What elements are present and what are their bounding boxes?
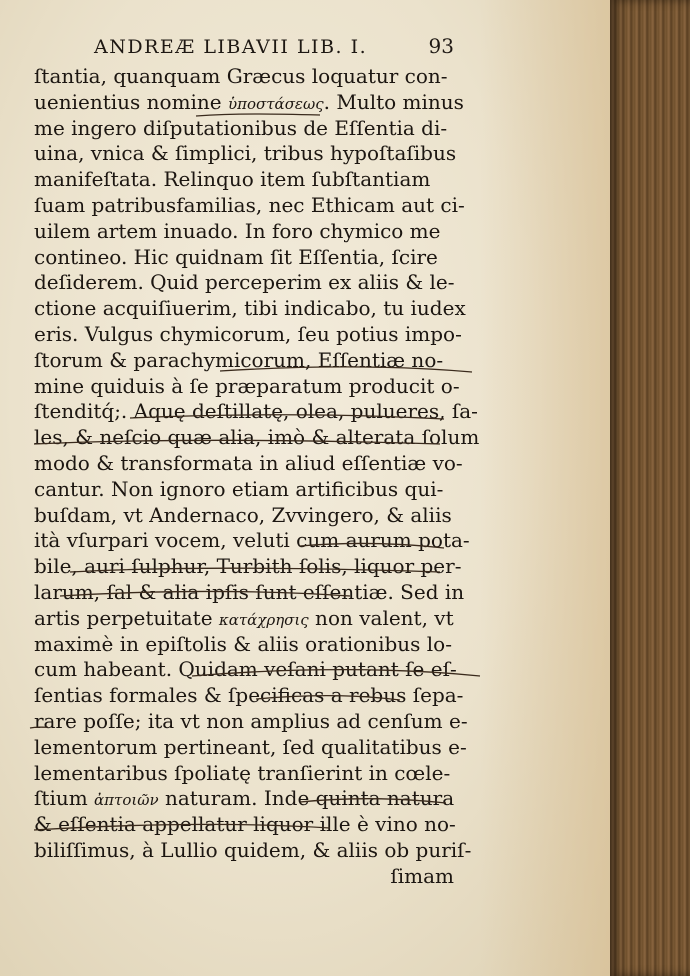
text-segment: uenientius nomine [34, 89, 229, 114]
text-segment: maximè in epiſtolis & aliis orationibus lo- [34, 631, 452, 656]
text-line [34, 321, 462, 348]
text-segment: ſtorum & parachymicorum, Eſſentiæ no- [34, 347, 444, 372]
greek-word: ἀπτοιῶν [94, 791, 159, 810]
catchword: ſimam [390, 863, 454, 888]
text-segment: uilem artem inuado. In foro chymico me [34, 218, 441, 243]
page-stain [480, 0, 610, 976]
running-header [94, 34, 454, 58]
text-line [34, 245, 454, 271]
text-line [34, 657, 457, 683]
text-segment: ſtenditq́;. Aquę deſtillatę, olea, pulueres, ſa- [34, 399, 478, 424]
text-segment: deſiderem. Quid perceperim ex aliis & le- [34, 270, 455, 295]
text-line [34, 373, 460, 400]
text-segment: . Multo minus [323, 89, 464, 114]
text-line [34, 761, 454, 787]
text-line [34, 554, 462, 580]
page-number: 93 [428, 34, 454, 58]
text-line [34, 348, 454, 374]
text-line [34, 116, 454, 142]
text-segment: eris. Vulgus chymicorum, ſeu potius impo- [34, 321, 462, 346]
text-line [34, 296, 466, 322]
text-line [34, 141, 457, 167]
text-line [34, 528, 470, 554]
text-segment: lementorum pertineant, ſed qualitatibus e- [34, 734, 467, 759]
greek-word: ὑποστάσεως [228, 94, 324, 113]
text-segment: les, & neſcio quæ alia, imò & alterata ſolum [34, 425, 480, 450]
text-line [34, 503, 454, 529]
text-line [34, 837, 472, 864]
text-segment: bile, auri ſulphur, Turbith ſolis, liquor per- [34, 554, 462, 579]
text-line [34, 734, 467, 761]
text-segment: contineo. Hic quidnam ſit Eſſentia, ſcire [34, 244, 438, 269]
running-title: ANDREÆ LIBAVII LIB. I. [94, 36, 368, 58]
text-line [34, 219, 454, 245]
text-line [34, 606, 454, 632]
text-line [34, 64, 454, 90]
text-segment: manifeſtata. Relinquo item ſubſtantiam [34, 167, 431, 192]
greek-word: κατάχρησις [218, 610, 309, 629]
text-line [34, 450, 463, 477]
text-segment: rare poſſe; ita vt non amplius ad cenſum e- [34, 708, 468, 733]
text-segment: mine quiduis à ſe præparatum producit o- [34, 373, 460, 398]
text-line [34, 167, 454, 193]
text-segment: modo & transformata in aliud eſſentiæ vo- [34, 450, 463, 475]
text-line [34, 270, 454, 296]
text-segment: artis perpetuitate [34, 605, 219, 630]
text-line [34, 579, 465, 606]
text-line [34, 632, 454, 658]
text-segment: ſuam patribusfamilias, nec Ethicam aut ci- [34, 192, 465, 217]
text-line [34, 477, 454, 503]
text-line [34, 192, 465, 219]
text-segment: cum habeant. Quidam veſani putant ſe eſ- [34, 657, 457, 682]
text-segment: ſtium [34, 786, 95, 811]
text-segment: larum, ſal & alia ipſis ſunt eſſentiæ. Sed in [34, 579, 465, 604]
text-segment: naturam. Inde quinta natura [158, 786, 455, 811]
text-segment: non valent, vt [308, 605, 454, 630]
text-segment: cantur. Non ignoro etiam artificibus qui- [34, 476, 444, 501]
text-segment: uina, vnica & ſimplici, tribus hypoſtaſibus [34, 141, 457, 166]
text-segment: ctione acquiſiuerim, tibi indicabo, tu iudex [34, 296, 466, 321]
text-segment: biliſſimus, à Lullio quidem, & aliis ob puriſ- [34, 837, 472, 862]
text-line [34, 708, 468, 735]
text-segment: buſdam, vt Andernaco, Zvvingero, & aliis [34, 502, 452, 527]
book-fore-edge [610, 0, 690, 976]
text-line [34, 786, 454, 812]
text-segment: ſentias formales & ſpecificas a rebus ſepa- [34, 683, 464, 708]
text-line [34, 425, 480, 451]
text-segment: lementaribus ſpoliatę tranſierint in cœle- [34, 760, 451, 785]
text-segment: ità vſurpari vocem, veluti cum aurum pota- [34, 528, 470, 553]
text-line [34, 399, 478, 425]
text-segment: ſtantia, quanquam Græcus loquatur con- [34, 64, 448, 88]
text-line [34, 812, 454, 838]
text-line [34, 683, 464, 709]
body-text [34, 64, 480, 890]
text-segment: & eſſentia appellatur liquor ille è vino no- [34, 812, 456, 837]
text-segment: me ingero diſputationibus de Eſſentia di- [34, 115, 448, 140]
text-line [34, 89, 464, 116]
